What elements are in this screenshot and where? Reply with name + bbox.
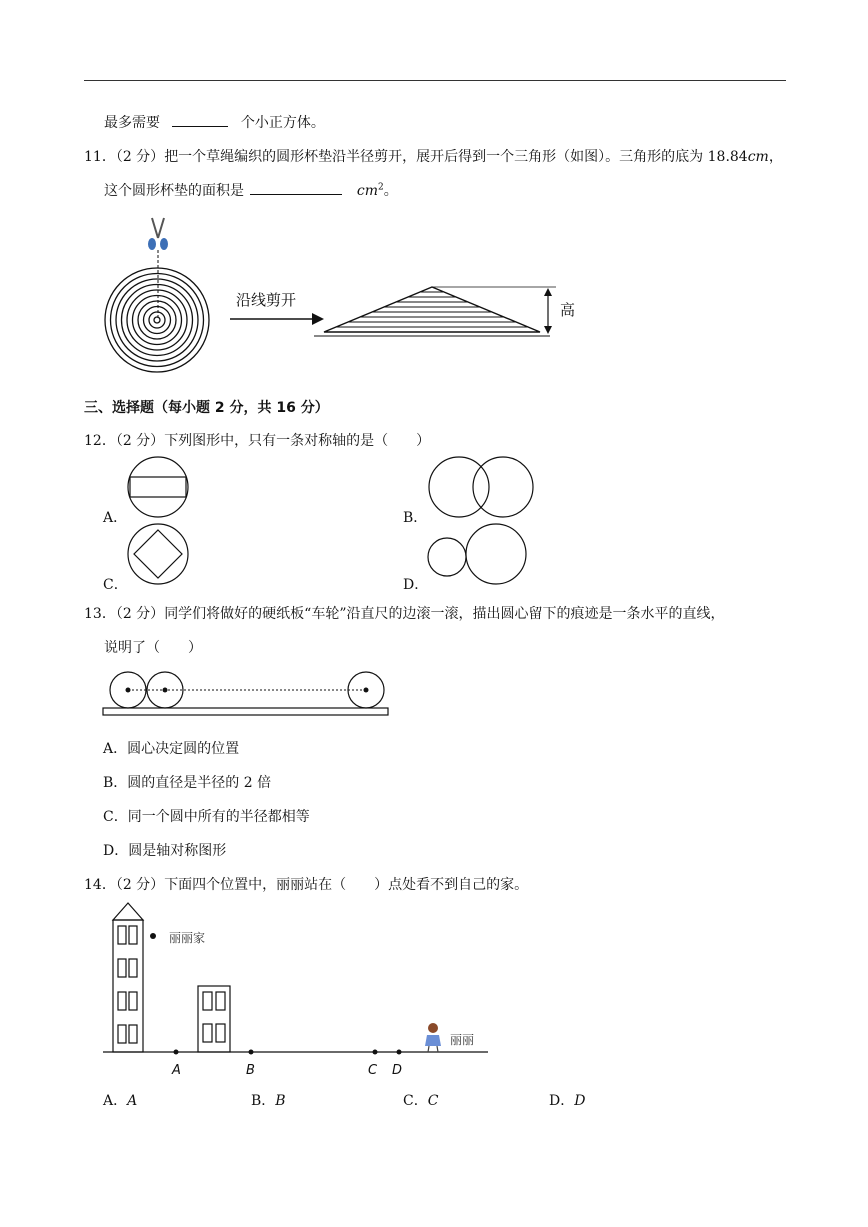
q11-number: 11． [84,149,116,165]
point-a-label: A [172,1063,181,1078]
q14-score: （2 分） [115,877,165,893]
q11-line2 [104,180,398,200]
q11-figure [100,212,600,382]
q14-option-b[interactable] [251,1090,286,1110]
q14-option-c-value: C [427,1093,439,1109]
home-label: 丽丽家 [169,931,206,945]
point-c [373,1050,378,1055]
q11-end: 。 [383,183,398,199]
q10-tail [104,112,325,132]
q12-option-c-figure[interactable] [126,522,192,588]
q12-option-d-figure[interactable] [426,522,534,588]
q13-text1: 同学们将做好的硬纸板“车轮”沿直尺的边滚一滚，描出圆心留下的痕迹是一条水平的直线， [164,606,725,622]
q14-option-d[interactable] [549,1090,585,1110]
q11-unit2: cm [356,183,379,199]
q14-figure [98,898,498,1078]
girl-icon [425,1023,441,1052]
ruler [103,708,388,715]
q11-score: （2 分） [115,149,165,165]
point-b-label: B [246,1063,255,1078]
q10-answer-blank[interactable] [172,126,228,127]
q12-number: 12． [84,433,116,449]
q12-stem [84,430,430,450]
tall-building [113,903,143,1052]
q13-figure [100,668,392,720]
q13-score: （2 分） [115,606,165,622]
scissors-icon [148,218,168,250]
q13-line1 [84,603,725,623]
home-marker [150,933,156,939]
q13-option-b[interactable]: B．圆的直径是半径的 2 倍 [103,775,272,791]
q11-unit1: cm [747,149,769,165]
point-a [174,1050,179,1055]
coaster-circles [105,268,209,372]
arrow-head [312,313,324,325]
point-d [397,1050,402,1055]
q12-option-a-label[interactable]: A． [103,510,128,526]
point-c-label: C [368,1063,378,1078]
q13-number: 13． [84,606,116,622]
q14-option-a-value: A [127,1093,138,1109]
height-label: 高 [560,301,576,319]
cut-label: 沿线剪开 [236,291,297,309]
short-building [198,986,230,1052]
person-label: 丽丽 [450,1033,475,1047]
q10-before: 最多需要 [104,115,160,131]
q12-score: （2 分） [115,433,165,449]
q11-line1 [84,146,783,166]
q11-unit2-sup: 2 [378,182,384,193]
q12-option-b-figure[interactable] [426,455,538,521]
q14-option-c[interactable] [403,1090,438,1110]
q14-option-b-value: B [275,1093,286,1109]
q14-stem [84,874,528,894]
q14-option-d-value: D [574,1093,586,1109]
q14-option-c-prefix: C． [403,1093,428,1109]
header-rule [84,80,786,81]
q11-text1-end: ， [768,149,783,165]
q14-option-d-prefix: D． [549,1093,575,1109]
q14-text: 下面四个位置中，丽丽站在（ ）点处看不到自己的家。 [164,877,529,893]
unrolled-triangle [324,287,540,332]
q14-option-a-prefix: A． [103,1093,128,1109]
q14-option-b-prefix: B． [251,1093,276,1109]
point-d-label: D [392,1063,403,1078]
q12-option-b-label[interactable]: B． [403,510,428,526]
q14-option-a[interactable] [103,1090,137,1110]
q11-answer-blank[interactable] [250,194,342,195]
q12-option-c-label[interactable]: C． [103,577,128,593]
q11-text1: 把一个草绳编织的圆形杯垫沿半径剪开，展开后得到一个三角形（如图）。三角形的底为 18.84 [164,149,748,165]
q13-line2: 说明了（ ） [104,640,202,656]
q13-option-c[interactable]: C．同一个圆中所有的半径都相等 [103,809,310,825]
q10-after: 个小正方体。 [240,115,325,131]
q12-option-a-figure[interactable] [126,455,192,521]
q11-text2: 这个圆形杯垫的面积是 [104,183,244,199]
point-b [249,1050,254,1055]
q14-number: 14． [84,877,116,893]
q13-option-a[interactable]: A．圆心决定圆的位置 [103,741,240,757]
q12-text: 下列图形中，只有一条对称轴的是（ ） [164,433,431,449]
section3-title: 三、选择题（每小题 2 分，共 16 分） [84,400,329,416]
q12-option-d-label[interactable]: D． [403,577,429,593]
q13-option-d[interactable]: D．圆是轴对称图形 [103,843,227,859]
